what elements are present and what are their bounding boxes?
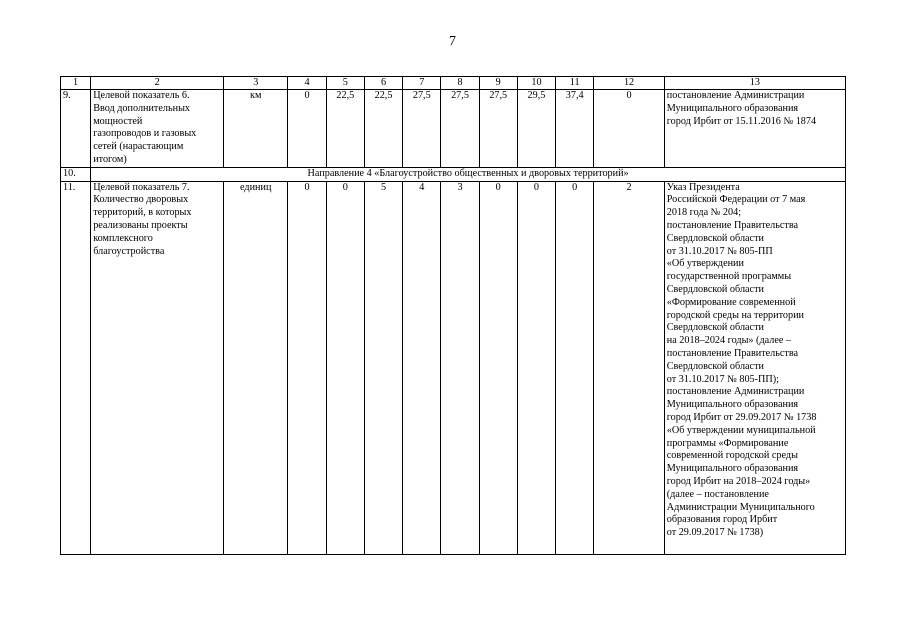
column-header: 1 [61, 77, 91, 90]
value-cell: 27,5 [403, 90, 441, 168]
value-cell: 2 [594, 181, 664, 554]
unit-cell: единиц [224, 181, 288, 554]
value-cell: 29,5 [517, 90, 555, 168]
column-number-row [61, 77, 846, 90]
unit-cell: км [224, 90, 288, 168]
column-header: 11 [556, 77, 594, 90]
source-document: постановление Администрации Муниципального образования город Ирбит от 15.11.2016 № 1874 [664, 90, 845, 168]
value-cell: 5 [364, 181, 402, 554]
value-cell: 22,5 [326, 90, 364, 168]
value-cell: 3 [441, 181, 479, 554]
column-header: 13 [664, 77, 845, 90]
column-header: 8 [441, 77, 479, 90]
table-row [61, 90, 846, 168]
section-row [61, 167, 846, 181]
value-cell: 22,5 [364, 90, 402, 168]
column-header: 7 [403, 77, 441, 90]
row-number: 9. [61, 90, 91, 168]
column-header: 10 [517, 77, 555, 90]
indicator-name: Целевой показатель 6. Ввод дополнительных мощностей газопроводов и газовых сетей (нарастающим итогом) [91, 90, 224, 168]
value-cell: 37,4 [556, 90, 594, 168]
value-cell: 27,5 [479, 90, 517, 168]
source-document: Указ Президента Российской Федерации от 7 мая 2018 года № 204; постановление Правительства Свердловской области от 31.10.2017 № 805-ПП «Об утверждении государственной программы Свердловской области «Формирование современной городской среды на территории Свердловской области на 2018–2024 годы» (далее – постановление Правительства Свердловской области от 31.10.2017 № 805-ПП); постановление Администрации Муниципального образования город Ирбит от 29.09.2017 № 1738 «Об утверждении муниципальной программы «Формирование современной городской среды Муниципального образования город Ирбит на 2018–2024 годы» (далее – постановление Администрации Муниципального образования город Ирбит от 29.09.2017 № 1738) [664, 181, 845, 554]
value-cell: 0 [288, 181, 326, 554]
value-cell: 0 [556, 181, 594, 554]
indicators-table [60, 76, 846, 555]
value-cell: 27,5 [441, 90, 479, 168]
table-row [61, 181, 846, 554]
column-header: 2 [91, 77, 224, 90]
indicator-name: Целевой показатель 7. Количество дворовых территорий, в которых реализованы проекты комплексного благоустройства [91, 181, 224, 554]
column-header: 12 [594, 77, 664, 90]
value-cell: 0 [326, 181, 364, 554]
value-cell: 0 [594, 90, 664, 168]
column-header: 9 [479, 77, 517, 90]
value-cell: 0 [288, 90, 326, 168]
column-header: 6 [364, 77, 402, 90]
row-number: 10. [61, 167, 91, 181]
value-cell: 4 [403, 181, 441, 554]
page-number: 7 [449, 34, 456, 49]
column-header: 3 [224, 77, 288, 90]
row-number: 11. [61, 181, 91, 554]
column-header: 5 [326, 77, 364, 90]
value-cell: 0 [517, 181, 555, 554]
direction-heading: Направление 4 «Благоустройство общественных и дворовых территорий» [91, 167, 846, 181]
value-cell: 0 [479, 181, 517, 554]
column-header: 4 [288, 77, 326, 90]
